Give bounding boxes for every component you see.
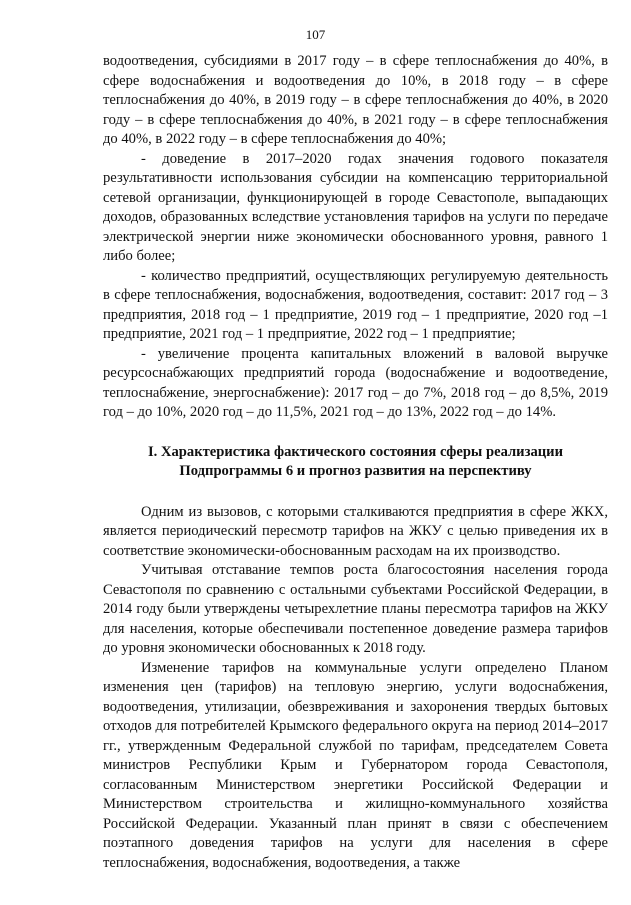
list-item-enterprises-count: - количество предприятий, осуществляющих регулируемую деятельность в сфере теплоснабжения, водоснабжения, водоотведения, составит: 2017 год – 3 предприятия, 2018 год – 1 предприятие, 2019 год – 1 предприятие, 2020 год –1 предприятие, 2021 год – 1 предприятие, 2022 год – 1 предприятие;	[103, 267, 608, 342]
paragraph-challenges: Одним из вызовов, с которыми сталкиваются предприятия в сфере ЖКХ, является периодический пересмотр тарифов на ЖКУ с целью приведения их в соответствие экономически-обоснованным расходам на их производство.	[103, 503, 608, 559]
page-number: 107	[305, 27, 326, 42]
paragraph-continuation: водоотведения, субсидиями в 2017 году – в сфере теплоснабжения до 40%, в сфере водоснабжения и водоотведения до 10%, в 2018 году – в сфере теплоснабжения до 40%, в 2019 году – в сфере теплоснабжения до 40%, в 2020 году – в сфере теплоснабжения до 40%, в 2021 году – в сфере теплоснабжения до 40%, в 2022 году – в сфере теплоснабжения до 40%;	[103, 53, 608, 147]
list-item-indicator-subsidy: - доведение в 2017–2020 годах значения годового показателя результативности использования субсидии на компенсацию территориальной сетевой организации, функционирующей в городе Севастополе, выпадающих доходов, образованных вследствие установления тарифов на услуги по передаче электрической энергии ниже экономически обоснованного уровня, равного 1 либо более;	[103, 150, 608, 264]
list-item-capital-investment: - увеличение процента капитальных вложений в валовой выручке ресурсоснабжающих предприятий города (водоснабжение и водоотведение, теплоснабжение, энергоснабжение): 2017 год – до 7%, 2018 год – до 8,5%, 2019 год – до 10%, 2020 год – до 11,5%, 2021 год – до 13%, 2022 год – до 14%.	[103, 345, 608, 420]
page-content	[103, 52, 608, 873]
paragraph-tariff-plans: Учитывая отставание темпов роста благосостояния населения города Севастополя по сравнению с остальными субъектами Российской Федерации, в 2014 году были утверждены четырехлетние планы пересмотра тарифов на ЖКУ для населения, которые обеспечивали постепенное доведение размера тарифов до уровня экономически обоснованных к 2018 году.	[103, 562, 608, 656]
section-heading	[103, 443, 608, 481]
paragraph-tariff-changes: Изменение тарифов на коммунальные услуги определено Планом изменения цен (тарифов) на тепловую энергию, услуги водоснабжения, водоотведения, утилизации, обезвреживания и захоронения твердых бытовых отходов для потребителей Крымского федерального округа на период 2014–2017 гг., утвержденным Федеральной службой по тарифам, председателем Совета министров Республики Крым и Губернатором города Севастополя, согласованным Министерством энергетики Российской Федерации и Министерством строительства и жилищно-коммунального хозяйства Российской Федерации. Указанный план принят в связи с обеспечением поэтапного доведения тарифов на услуги для населения в сфере теплоснабжения, водоснабжения, водоотведения, а также	[103, 659, 608, 871]
section-heading-line-2: Подпрограммы 6 и прогноз развития на перспективу	[179, 462, 532, 479]
section-heading-line-1: I. Характеристика фактического состояния сферы реализации	[148, 443, 563, 460]
